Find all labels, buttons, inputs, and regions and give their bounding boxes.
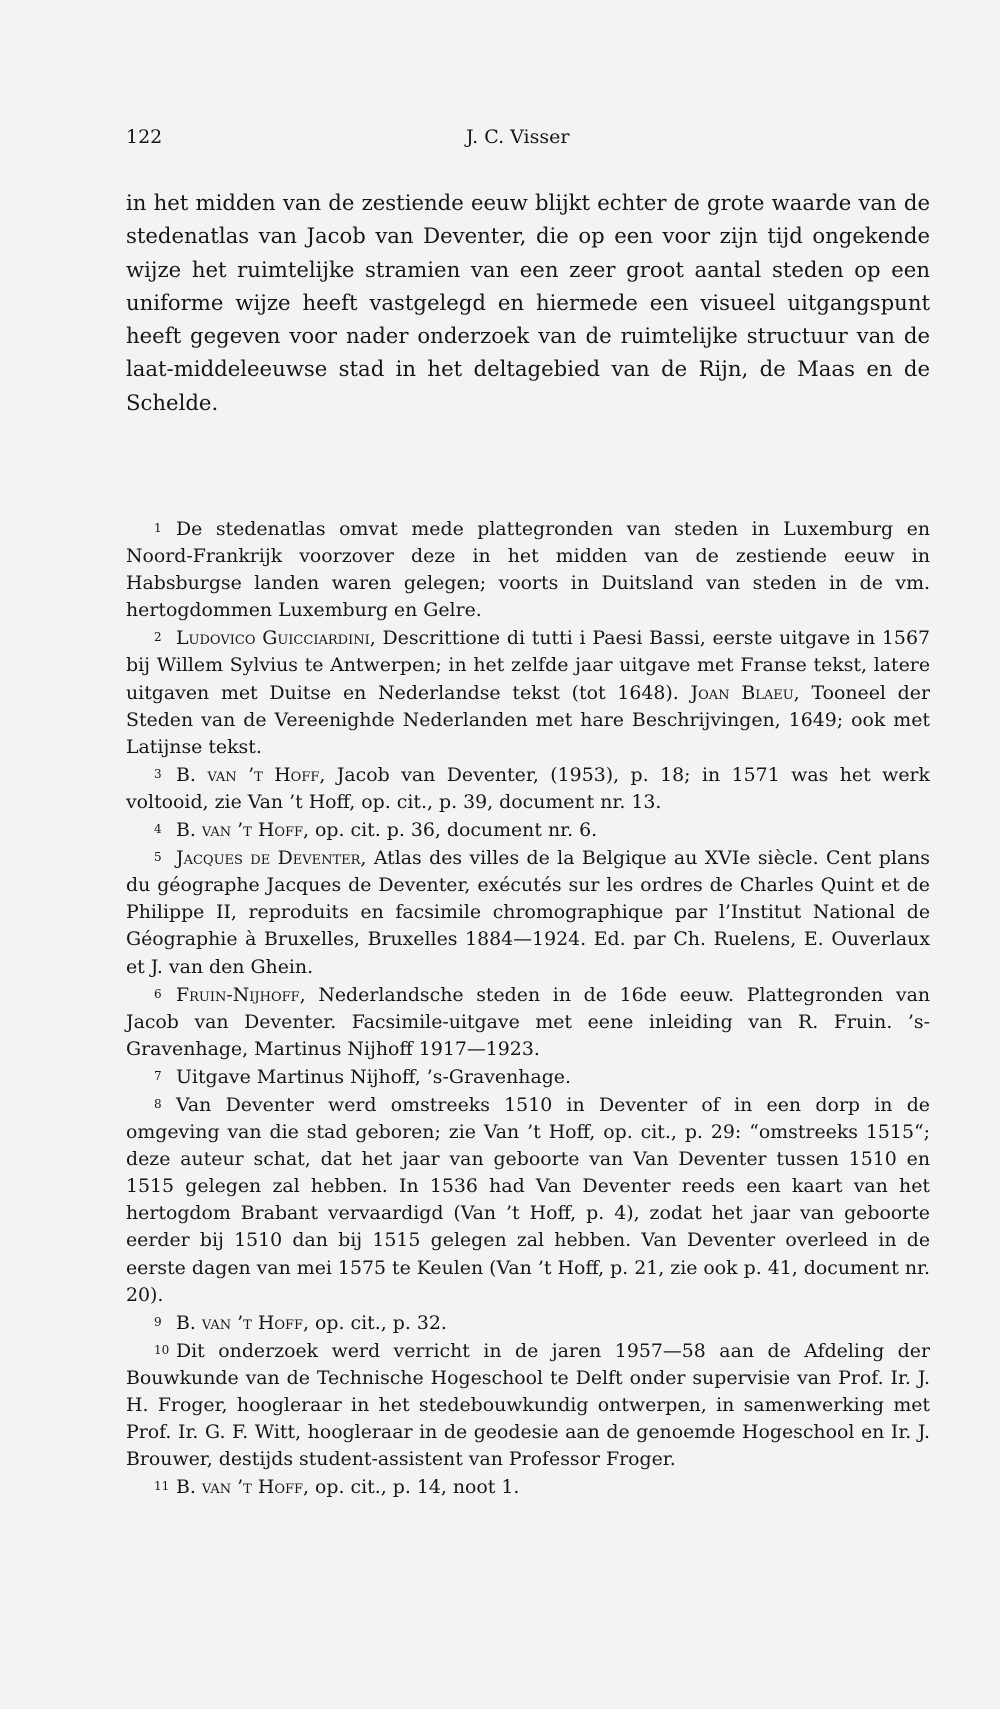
footnotes xyxy=(126,515,930,1501)
footnote-number: 1 xyxy=(154,521,162,535)
footnote-number: 4 xyxy=(154,822,162,837)
footnote-number: 11 xyxy=(154,1479,170,1494)
running-head: J. C. Visser xyxy=(466,126,570,148)
footnote-author: B. van ’t Hoff, xyxy=(176,1476,310,1499)
page-header xyxy=(126,126,926,156)
footnote-text: op. cit., p. 14, noot 1. xyxy=(309,1476,520,1499)
footnote-5 xyxy=(126,844,930,980)
footnote-author: Joan Blaeu, xyxy=(690,681,800,704)
footnote-10 xyxy=(126,1337,930,1473)
footnote-number: 7 xyxy=(154,1068,162,1083)
footnote-number: 2 xyxy=(154,630,162,645)
footnote-author: Jacques de Deventer, xyxy=(176,847,367,870)
footnote-3 xyxy=(126,761,930,816)
footnote-number: 6 xyxy=(154,986,162,1001)
footnote-2 xyxy=(126,624,930,760)
footnote-number: 5 xyxy=(154,850,162,865)
footnote-author: B. van ’t Hoff, xyxy=(176,1311,310,1334)
footnote-number: 10 xyxy=(154,1342,170,1357)
footnote-text: Descrittione di tutti i Paesi Bassi, eerste uitgave in 1567 bij Willem Sylvius te Antwerpen; in het zelfde jaar uitgave met Franse tekst, latere uitgaven met Duitse en Nederlandse tekst (tot 1648). xyxy=(126,627,930,704)
footnote-6 xyxy=(126,981,930,1063)
footnote-7 xyxy=(126,1063,930,1091)
page-number: 122 xyxy=(126,126,163,148)
footnote-11 xyxy=(126,1473,930,1501)
body-text xyxy=(126,186,930,419)
footnote-author: Ludovico Guicciardini, xyxy=(176,627,376,650)
footnote-author: Fruin-Nijhoff, xyxy=(176,983,306,1006)
footnote-1 xyxy=(126,515,930,624)
footnote-author: B. van ’t Hoff, xyxy=(176,819,310,842)
footnote-number: 9 xyxy=(154,1314,162,1329)
footnote-text: Atlas des villes de la Belgique au XVIe siècle. Cent plans du géographe Jacques de Deventer, exécutés sur les ordres de Charles Quint et de Philippe II, reproduits en facsimile chromographique par l’Institut National de Géographie à Bruxelles, Bruxelles 1884—1924. Ed. par Ch. Ruelens, E. Ouverlaux et J. van den Ghein. xyxy=(126,847,931,978)
footnote-text: Nederlandsche steden in de 16de eeuw. Plattegronden van Jacob van Deventer. Facsimile-uitgave met eene inleiding van R. Fruin. ’s-Gravenhage, Martinus Nijhoff 1917—1923. xyxy=(126,983,930,1060)
paragraph: in het midden van de zestiende eeuw blijkt echter de grote waarde van de stedenatlas van Jacob van Deventer, die op een voor zijn tijd ongekende wijze het ruimtelijke stramien van een zeer groot aantal steden op een uniforme wijze heeft vastgelegd en hiermede een visueel uitgangspunt heeft gegeven voor nader onderzoek van de ruimtelijke structuur van de laat-middeleeuwse stad in het deltagebied van de Rijn, de Maas en de Schelde. xyxy=(126,190,930,415)
footnote-number: 8 xyxy=(154,1096,162,1111)
footnote-text: Uitgave Martinus Nijhoff, ’s-Gravenhage. xyxy=(176,1065,571,1088)
footnote-8 xyxy=(126,1091,930,1309)
footnote-text: op. cit. p. 36, document nr. 6. xyxy=(309,819,598,842)
footnote-text: Jacob van Deventer, (1953), p. 18; in 1571 was het werk voltooid, zie Van ’t Hoff, op. cit., p. 39, document nr. 13. xyxy=(126,763,930,813)
footnote-text: Dit onderzoek werd verricht in de jaren 1957—58 aan de Afdeling der Bouwkunde van de Technische Hogeschool te Delft onder supervisie van Prof. Ir. J. H. Froger, hoogleraar in het stedebouwkundig ontwerpen, in samenwerking met Prof. Ir. G. F. Witt, hoogleraar in de geodesie aan de genoemde Hogeschool en Ir. J. Brouwer, destijds student-assistent van Professor Froger. xyxy=(126,1339,930,1471)
footnote-text: Tooneel der Steden van de Vereenighde Nederlanden met hare Beschrijvingen, 1649; ook met Latijnse tekst. xyxy=(126,681,930,758)
footnote-9 xyxy=(126,1309,930,1337)
footnote-4 xyxy=(126,816,930,844)
footnote-author: B. van ’t Hoff, xyxy=(176,763,326,786)
footnote-text: De stedenatlas omvat mede plattegronden van steden in Luxemburg en Noord-Frankrijk voorzover deze in het midden van de zestiende eeuw in Habsburgse landen waren gelegen; voorts in Duitsland van steden in de vm. hertogdommen Luxemburg en Gelre. xyxy=(126,518,930,622)
footnote-number: 3 xyxy=(154,766,162,781)
footnote-text: op. cit., p. 32. xyxy=(309,1311,447,1334)
footnote-text: Van Deventer werd omstreeks 1510 in Deventer of in een dorp in de omgeving van die stad geboren; zie Van ’t Hoff, op. cit., p. 29: “omstreeks 1515“; deze auteur schat, dat het jaar van geboorte van Van Deventer tussen 1510 en 1515 gelegen zal hebben. In 1536 had Van Deventer reeds een kaart van het hertogdom Brabant vervaardigd (Van ’t Hoff, p. 4), zodat het jaar van geboorte eerder bij 1510 dan bij 1515 gelegen zal hebben. Van Deventer overleed in de eerste dagen van mei 1575 te Keulen (Van ’t Hoff, p. 21, zie ook p. 41, document nr. 20). xyxy=(126,1093,930,1306)
